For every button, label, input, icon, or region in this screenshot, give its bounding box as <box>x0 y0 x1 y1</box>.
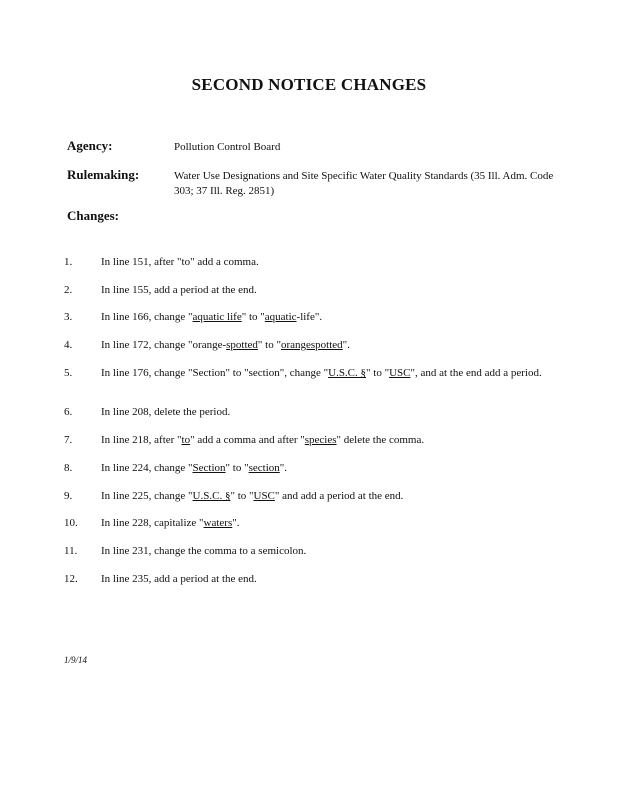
change-text <box>101 433 551 447</box>
change-number: 4. <box>64 339 73 351</box>
change-number: 2. <box>64 284 73 296</box>
underlined-term: USC <box>389 367 411 379</box>
text-run: ". <box>279 462 288 474</box>
text-run: In line 235, add a period at the end. <box>101 573 257 585</box>
text-run: ", and at the end add a period. <box>410 367 542 379</box>
underlined-term: spotted <box>226 339 258 351</box>
change-text <box>101 310 551 324</box>
page-title: SECOND NOTICE CHANGES <box>191 75 427 94</box>
text-run: " add a comma and after " <box>190 434 305 446</box>
change-text <box>101 544 551 558</box>
text-run: In line 176, change "Section" to "section", change " <box>101 367 329 379</box>
text-run: " to " <box>230 490 254 502</box>
change-number: 8. <box>64 462 73 474</box>
change-number: 3. <box>64 311 73 323</box>
change-number: 1. <box>64 256 73 268</box>
agency-value: Pollution Control Board <box>174 141 281 153</box>
text-run: In line 218, after " <box>101 434 182 446</box>
change-text <box>101 283 551 297</box>
change-number: 7. <box>64 434 73 446</box>
underlined-term: section <box>248 462 280 474</box>
text-run: In line 155, add a period at the end. <box>101 284 257 296</box>
change-number: 11. <box>64 545 78 557</box>
underlined-term: to <box>181 434 191 446</box>
change-text <box>101 572 551 586</box>
text-run: -life". <box>296 311 323 323</box>
underlined-term: aquatic <box>264 311 297 323</box>
change-text <box>101 255 551 269</box>
text-run: " to " <box>241 311 265 323</box>
change-number: 10. <box>64 517 78 529</box>
text-run: " to " <box>225 462 249 474</box>
underlined-term: waters <box>203 517 233 529</box>
change-number: 5. <box>64 367 73 379</box>
footer-date: 1/9/14 <box>64 655 88 665</box>
underlined-term: species <box>304 434 337 446</box>
text-run: In line 228, capitalize " <box>101 517 204 529</box>
underlined-term: Section <box>192 462 226 474</box>
text-run: In line 208, delete the period. <box>101 406 231 418</box>
text-run: In line 172, change "orange- <box>101 339 227 351</box>
change-number: 9. <box>64 490 73 502</box>
text-run: ". <box>232 517 240 529</box>
change-text <box>101 366 551 380</box>
text-run: In line 224, change " <box>101 462 193 474</box>
text-run: ". <box>342 339 350 351</box>
text-run: In line 225, change " <box>101 490 193 502</box>
text-run: In line 166, change " <box>101 311 193 323</box>
text-run: " to " <box>257 339 281 351</box>
change-number: 12. <box>64 573 78 585</box>
underlined-term: aquatic life <box>192 311 242 323</box>
text-run: In line 151, after "to" add a comma. <box>101 256 259 268</box>
change-text <box>101 405 551 419</box>
underlined-term: USC <box>253 490 275 502</box>
rulemaking-value: Water Use Designations and Site Specific Water Quality Standards (35 Ill. Adm. Code 303; 37 Ill. Reg. 2851) <box>174 170 554 197</box>
changes-heading: Changes: <box>67 208 120 223</box>
change-text <box>101 461 551 475</box>
change-text <box>101 516 551 530</box>
change-number: 6. <box>64 406 73 418</box>
change-text <box>101 338 551 352</box>
change-text <box>101 489 551 503</box>
text-run: " delete the comma. <box>336 434 425 446</box>
underlined-term: U.S.C. § <box>192 490 231 502</box>
underlined-term: U.S.C. § <box>328 367 367 379</box>
underlined-term: orangespotted <box>280 339 343 351</box>
text-run: " to " <box>366 367 390 379</box>
text-run: In line 231, change the comma to a semicolon. <box>101 545 307 557</box>
rulemaking-label: Rulemaking: <box>67 167 140 182</box>
agency-label: Agency: <box>67 138 113 153</box>
text-run: " and add a period at the end. <box>274 490 404 502</box>
